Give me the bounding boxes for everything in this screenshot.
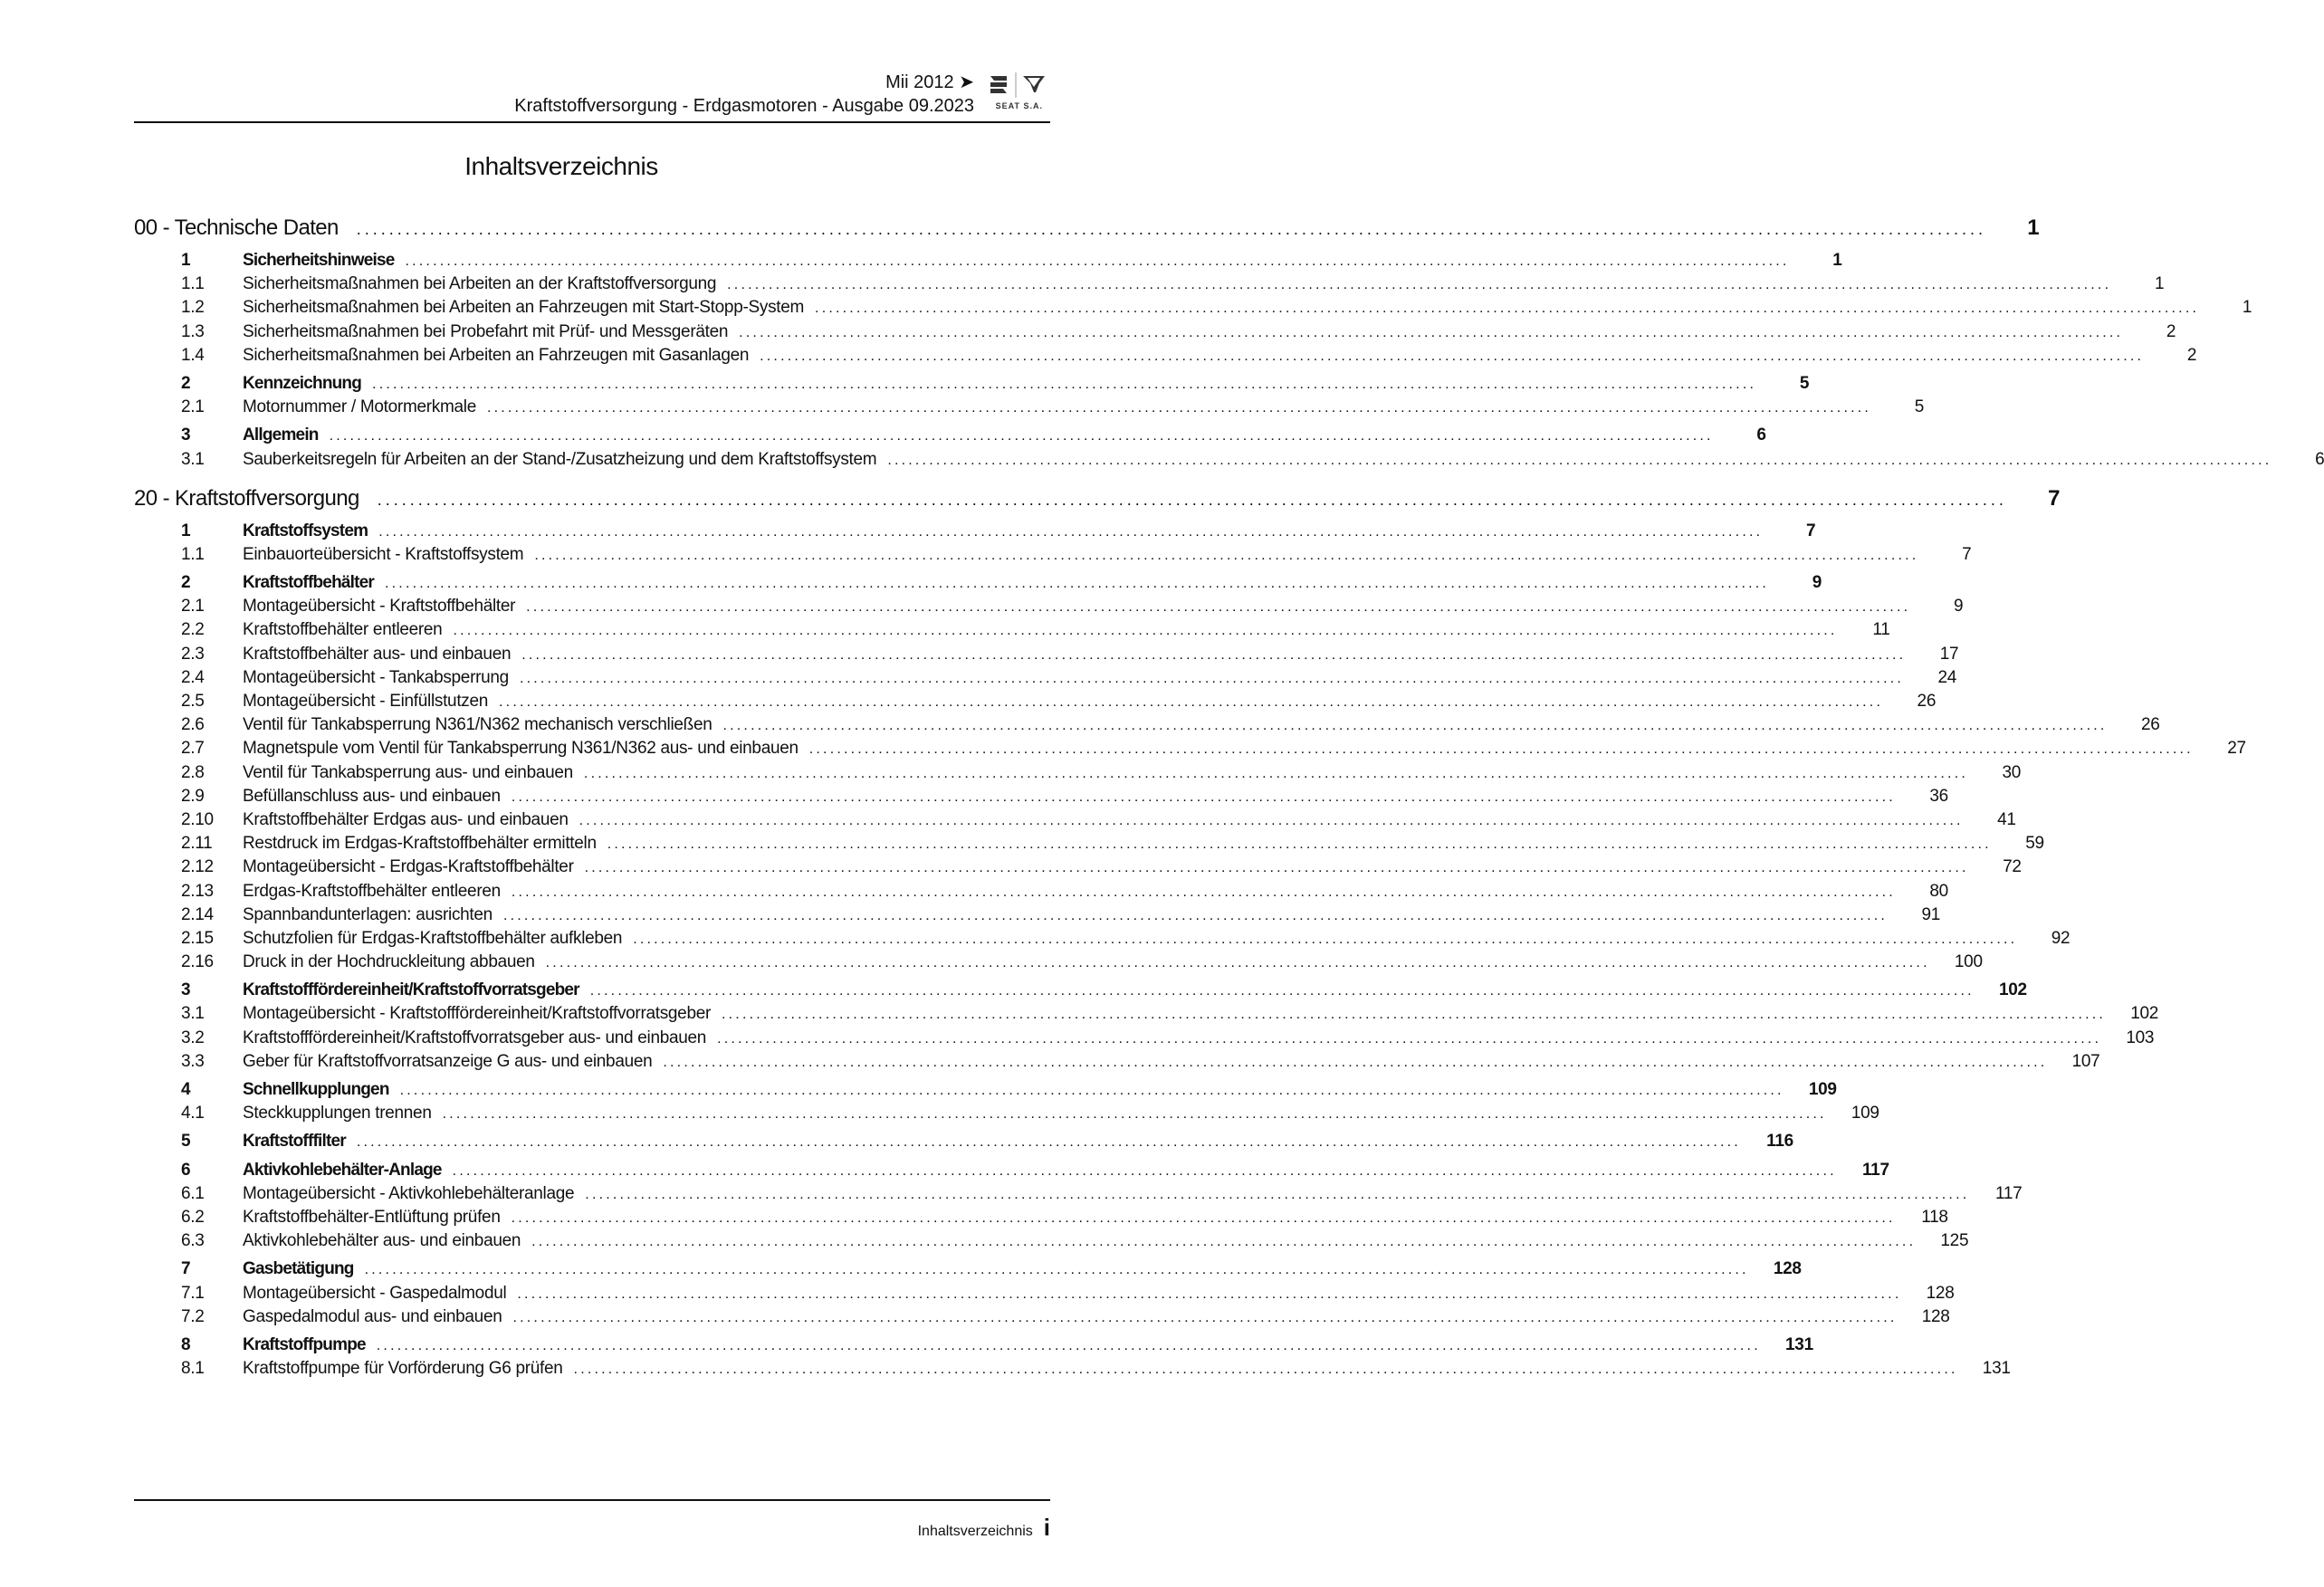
toc-page: 1 (2027, 215, 2039, 240)
dot-leader: ........................................................................................................................................................................................................ (378, 523, 1764, 540)
toc-section[interactable] (134, 1334, 1813, 1359)
toc-title: Kraftstoffbehälter aus- und einbauen (243, 644, 512, 664)
dot-leader: ........................................................................................................................................................................................................ (526, 599, 1911, 616)
toc-entry[interactable] (134, 692, 1937, 715)
toc-title: Erdgas-Kraftstoffbehälter entleeren (243, 881, 501, 901)
dot-leader: ........................................................................................................................................................................................................ (399, 1083, 1784, 1098)
toc-title: Montageübersicht - Kraftstoffbehälter (243, 597, 516, 617)
toc-page: 128 (1773, 1259, 1802, 1279)
dot-leader: ........................................................................................................................................................................................................ (722, 1007, 2107, 1023)
toc-entry[interactable] (134, 739, 2246, 762)
toc-entry[interactable] (134, 397, 1925, 421)
toc-title: Aktivkohlebehälter-Anlage (243, 1160, 442, 1180)
footer-rule (134, 1499, 1050, 1501)
toc-number: 2.11 (181, 834, 213, 854)
toc-page: 24 (1937, 667, 1956, 687)
toc-number: 1.2 (181, 298, 205, 318)
toc-page: 7 (1805, 521, 1816, 540)
toc-page: 2 (2186, 345, 2197, 365)
toc-title: Kraftstoffbehälter entleeren (243, 620, 443, 640)
toc-entry[interactable] (134, 952, 1983, 976)
toc-page: 11 (1872, 620, 1890, 640)
toc-entry[interactable] (134, 321, 2176, 346)
toc-number: 1 (181, 251, 191, 270)
toc-title: Spannbandunterlagen: ausrichten (243, 904, 493, 924)
toc-entry[interactable] (134, 1028, 2155, 1052)
toc-page: 92 (2051, 928, 2071, 948)
toc-title: Druck in der Hochdruckleitung abbauen (243, 952, 535, 972)
toc-number: 6.3 (181, 1231, 205, 1251)
dot-leader: ........................................................................................................................................................................................................ (517, 1286, 1902, 1302)
toc-number: 2.3 (181, 644, 205, 664)
toc-number: 2.6 (181, 715, 205, 735)
toc-number: 1.3 (181, 321, 205, 341)
dot-leader: ........................................................................................................................................................................................................ (579, 812, 1964, 828)
dot-leader: ........................................................................................................................................................................................................ (815, 301, 2200, 317)
dot-leader: ........................................................................................................................................................................................................ (760, 348, 2145, 364)
toc-section[interactable] (134, 1132, 1793, 1155)
dot-leader: ........................................................................................................................................................................................................ (607, 837, 1992, 853)
toc-page: 109 (1808, 1080, 1837, 1099)
toc-number: 2.8 (181, 762, 205, 782)
dot-leader: ........................................................................................................................................................................................................ (405, 253, 1790, 269)
toc-page: 117 (1994, 1183, 2023, 1203)
toc-title: Motornummer / Motormerkmale (243, 397, 476, 417)
toc-title: Montageübersicht - Einfüllstutzen (243, 692, 489, 711)
toc-page: 41 (1997, 809, 2016, 829)
toc-page: 128 (1921, 1306, 1950, 1326)
toc-title: Sicherheitshinweise (243, 251, 395, 270)
toc-entry[interactable] (134, 1051, 2100, 1076)
toc-entry[interactable] (134, 809, 2016, 834)
toc-number: 4 (181, 1080, 191, 1099)
toc-entry[interactable] (134, 1306, 1950, 1331)
dot-leader: ........................................................................................................................................................................................................ (453, 623, 1838, 639)
dot-leader: ........................................................................................................................................................................................................ (534, 547, 1919, 563)
toc-number: 2 (181, 373, 191, 393)
dot-leader: ........................................................................................................................................................................................................ (499, 694, 1884, 710)
toc-title: Sicherheitsmaßnahmen bei Arbeiten an Fahrzeugen mit Start-Stopp-System (243, 298, 805, 318)
toc-number: 3.1 (181, 1004, 205, 1024)
toc-title: Sicherheitsmaßnahmen bei Probefahrt mit Prüf- und Messgeräten (243, 321, 729, 341)
toc-page: 1 (1832, 251, 1842, 270)
dot-leader: ........................................................................................................................................................................................................ (521, 646, 1907, 663)
toc-number: 7.1 (181, 1283, 205, 1303)
toc-page: 80 (1929, 881, 1948, 901)
toc-page: 27 (2227, 739, 2246, 759)
toc-title: Schnellkupplungen (243, 1080, 389, 1099)
toc-entry[interactable] (134, 904, 1940, 929)
toc-entry[interactable] (134, 597, 1964, 620)
toc-page: 9 (1812, 573, 1822, 593)
toc-page: 131 (1982, 1359, 2011, 1379)
toc-number: 2.2 (181, 620, 205, 640)
dot-leader: ........................................................................................................................................................................................................ (717, 1030, 2102, 1047)
toc-page: 117 (1861, 1160, 1889, 1180)
page-number: i (1043, 1514, 1050, 1541)
toc-title: Allgemein (243, 425, 319, 445)
toc-title: Sicherheitsmaßnahmen bei Arbeiten an der Kraftstoffversorgung (243, 274, 717, 294)
toc-page: 2 (2166, 321, 2176, 341)
toc-title: Magnetspule vom Ventil für Tankabsperrung N361/N362 aus- und einbauen (243, 739, 799, 759)
toc-title: Aktivkohlebehälter aus- und einbauen (243, 1231, 521, 1251)
toc-title: Geber für Kraftstoffvorratsanzeige G aus- und einbauen (243, 1051, 653, 1071)
toc-section[interactable] (134, 251, 1842, 274)
toc-page: 103 (2126, 1028, 2155, 1047)
toc-page: 116 (1766, 1132, 1793, 1152)
toc-entry[interactable] (134, 644, 1959, 668)
toc-entry[interactable] (134, 857, 2022, 881)
toc-page: 102 (1999, 980, 2027, 1000)
toc-page: 131 (1785, 1334, 1813, 1354)
toc-number: 2.4 (181, 667, 205, 687)
toc-page: 9 (1953, 597, 1964, 617)
toc-number: 2 (181, 573, 191, 593)
dot-leader: ........................................................................................................................................................................................................ (356, 1134, 1741, 1151)
toc-page: 30 (2002, 762, 2021, 782)
dot-leader: ........................................................................................................................................................................................................ (372, 376, 1757, 392)
toc-page: 17 (1939, 644, 1959, 664)
dot-leader: ........................................................................................................................................................................................................ (531, 1234, 1917, 1250)
dot-leader: ........................................................................................................................................................................................................ (808, 741, 2194, 758)
toc-title: Kraftstofffördereinheit/Kraftstoffvorratsgeber (243, 980, 579, 1000)
dot-leader: ........................................................................................................................................................................................................ (722, 718, 2108, 734)
toc-number: 2.16 (181, 952, 214, 972)
toc-entry[interactable] (134, 1207, 1948, 1231)
toc-title: Kraftstoffpumpe für Vorförderung G6 prüfen (243, 1359, 563, 1379)
toc-number: 2.7 (181, 739, 205, 759)
header-text (514, 71, 974, 118)
toc-section[interactable] (134, 373, 1810, 397)
toc-title: Kraftstoffbehälter (243, 573, 375, 593)
dot-leader: ........................................................................................................................................................................................................ (739, 324, 2124, 340)
toc-number: 3.3 (181, 1051, 205, 1071)
toc-number: 3.1 (181, 449, 205, 469)
toc-title: Montageübersicht - Tankabsperrung (243, 667, 509, 687)
toc-number: 8.1 (181, 1359, 205, 1379)
toc-entry[interactable] (134, 274, 2165, 298)
toc-title: Gaspedalmodul aus- und einbauen (243, 1306, 502, 1326)
toc-entry[interactable] (134, 715, 2160, 739)
toc-page: 7 (2048, 485, 2060, 511)
dot-leader: ........................................................................................................................................................................................................ (511, 884, 1896, 900)
toc-page: 91 (1921, 904, 1940, 924)
dot-leader: ........................................................................................................................................................................................................ (356, 220, 1986, 238)
toc-number: 1.1 (181, 274, 205, 294)
toc-entry[interactable] (134, 1104, 1879, 1127)
toc-page: 72 (2003, 857, 2022, 877)
toc-page: 59 (2025, 834, 2044, 854)
toc-title: Steckkupplungen trennen (243, 1104, 432, 1123)
toc-title: Kraftstoffbehälter Erdgas aus- und einbauen (243, 809, 569, 829)
toc-section[interactable] (134, 1080, 1837, 1104)
toc-number: 7 (181, 1259, 191, 1279)
dot-leader: ........................................................................................................................................................................................................ (545, 955, 1930, 971)
toc-title: Schutzfolien für Erdgas-Kraftstoffbehälter aufkleben (243, 928, 623, 948)
toc-title: Kennzeichnung (243, 373, 362, 393)
dot-leader: ........................................................................................................................................................................................................ (589, 983, 1975, 999)
toc-page: 36 (1929, 786, 1948, 806)
toc-number: 3 (181, 425, 191, 445)
toc-section[interactable] (134, 980, 2027, 1004)
toc-page: 118 (1921, 1207, 1948, 1227)
dot-leader: ........................................................................................................................................................................................................ (512, 1309, 1898, 1325)
toc-page: 125 (1940, 1231, 1969, 1251)
toc-entry[interactable] (134, 1183, 2023, 1208)
toc-section[interactable] (134, 573, 1822, 597)
dot-leader: ........................................................................................................................................................................................................ (584, 860, 1969, 876)
toc-section[interactable] (134, 521, 1816, 545)
dot-leader: ........................................................................................................................................................................................................ (727, 277, 2112, 293)
toc-number: 3.2 (181, 1028, 205, 1047)
toc-entry[interactable] (134, 544, 1972, 569)
toc-number: 6.2 (181, 1207, 205, 1227)
toc-number: 1.1 (181, 544, 205, 564)
dot-leader: ........................................................................................................................................................................................................ (376, 1337, 1761, 1353)
toc-title: Montageübersicht - Gaspedalmodul (243, 1283, 507, 1303)
header-model: Mii 2012 ➤ (885, 72, 974, 92)
toc-section[interactable] (134, 425, 1766, 449)
toc-entry[interactable] (134, 834, 2044, 857)
toc-number: 2.9 (181, 786, 205, 806)
dot-leader: ........................................................................................................................................................................................................ (583, 765, 1968, 781)
dot-leader: ........................................................................................................................................................................................................ (519, 670, 1904, 686)
toc-number: 1.4 (181, 345, 205, 365)
toc-entry[interactable] (134, 881, 1948, 905)
toc-number: 2.14 (181, 904, 214, 924)
dot-leader: ........................................................................................................................................................................................................ (502, 907, 1888, 923)
toc-entry[interactable] (134, 298, 2252, 321)
header-rule (134, 121, 1050, 123)
toc-entry[interactable] (134, 620, 1890, 644)
dot-leader: ........................................................................................................................................................................................................ (385, 576, 1770, 592)
toc-page: 5 (1799, 373, 1810, 393)
footer-label: Inhaltsverzeichnis (917, 1524, 1033, 1539)
toc-number: 1 (181, 521, 191, 540)
toc-number: 6 (181, 1160, 191, 1180)
toc-number: 2.1 (181, 597, 205, 617)
toc-title: Befüllanschluss aus- und einbauen (243, 786, 501, 806)
toc-entry[interactable] (134, 762, 2021, 787)
toc-page: 128 (1926, 1283, 1955, 1303)
dot-leader: ........................................................................................................................................................................................................ (329, 428, 1714, 445)
dot-leader: ........................................................................................................................................................................................................ (486, 400, 1872, 416)
dot-leader: ........................................................................................................................................................................................................ (452, 1162, 1837, 1179)
toc-title: Kraftstoffsystem (243, 521, 368, 540)
toc-number: 6.1 (181, 1183, 205, 1203)
toc-title: 20 - Kraftstoffversorgung (134, 485, 359, 511)
toc-number: 2.12 (181, 857, 214, 877)
toc-title: Kraftstofffilter (243, 1132, 346, 1152)
toc-page: 26 (1917, 692, 1937, 711)
toc-page: 5 (1914, 397, 1925, 417)
header-subtitle: Kraftstoffversorgung - Erdgasmotoren - Ausgabe 09.2023 (514, 96, 974, 116)
seat-cupra-logo (987, 71, 1050, 116)
page-footer (918, 1514, 1050, 1542)
toc-page: 26 (2141, 715, 2160, 735)
toc-page: 1 (2154, 274, 2165, 294)
dot-leader: ........................................................................................................................................................................................................ (585, 1186, 1970, 1202)
toc-title: Ventil für Tankabsperrung aus- und einbauen (243, 762, 573, 782)
toc-entry[interactable] (134, 667, 1956, 692)
dot-leader: ........................................................................................................................................................................................................ (573, 1362, 1958, 1378)
toc-title: Kraftstoffpumpe (243, 1334, 366, 1354)
toc-title: Einbauorteübersicht - Kraftstoffsystem (243, 544, 524, 564)
dot-leader: ........................................................................................................................................................................................................ (887, 452, 2272, 468)
dot-leader: ........................................................................................................................................................................................................ (511, 789, 1896, 805)
toc-page: 7 (1962, 544, 1972, 564)
toc-page: 6 (1756, 425, 1766, 445)
toc-number: 2.5 (181, 692, 205, 711)
toc-page: 107 (2071, 1051, 2100, 1071)
toc-number: 8 (181, 1334, 191, 1354)
toc-number: 2.10 (181, 809, 214, 829)
toc-entry[interactable] (134, 1004, 2159, 1028)
toc-number: 7.2 (181, 1306, 205, 1326)
toc-page: 102 (2130, 1004, 2159, 1024)
toc-number: 5 (181, 1132, 191, 1152)
dot-leader: ........................................................................................................................................................................................................ (511, 1209, 1896, 1226)
toc-number: 2.15 (181, 928, 214, 948)
toc-chapter[interactable] (134, 215, 2039, 246)
toc-title: Montageübersicht - Erdgas-Kraftstoffbehälter (243, 857, 574, 877)
dot-leader: ........................................................................................................................................................................................................ (633, 931, 2018, 947)
dot-leader: ........................................................................................................................................................................................................ (377, 490, 2007, 509)
dot-leader: ........................................................................................................................................................................................................ (442, 1106, 1827, 1123)
toc-title: Kraftstoffbehälter-Entlüftung prüfen (243, 1207, 501, 1227)
toc-number: 4.1 (181, 1104, 205, 1123)
toc-entry[interactable] (134, 449, 2324, 473)
toc-entry[interactable] (134, 1283, 1955, 1307)
toc-title: Restdruck im Erdgas-Kraftstoffbehälter ermitteln (243, 834, 597, 854)
toc-page: 109 (1851, 1104, 1879, 1123)
toc-entry[interactable] (134, 1359, 2011, 1382)
page-title: Inhaltsverzeichnis (464, 152, 658, 180)
toc-page: 1 (2242, 298, 2252, 318)
toc-section[interactable] (134, 1259, 1802, 1283)
table-of-contents (134, 215, 2324, 1382)
toc-entry[interactable] (134, 786, 1948, 810)
toc-title: Gasbetätigung (243, 1259, 354, 1279)
toc-title: Ventil für Tankabsperrung N361/N362 mechanisch verschließen (243, 715, 713, 735)
logo-caption: SEAT S.A. (995, 101, 1043, 110)
toc-title: Montageübersicht - Aktivkohlebehälteranlage (243, 1183, 575, 1203)
toc-entry[interactable] (134, 345, 2197, 369)
toc-chapter[interactable] (134, 485, 2060, 517)
toc-page: 6 (2315, 449, 2324, 469)
toc-section[interactable] (134, 1160, 1889, 1184)
toc-title: Sicherheitsmaßnahmen bei Arbeiten an Fahrzeugen mit Gasanlagen (243, 345, 750, 365)
toc-title: Kraftstofffördereinheit/Kraftstoffvorratsgeber aus- und einbauen (243, 1028, 707, 1047)
dot-leader: ........................................................................................................................................................................................................ (364, 1262, 1749, 1278)
dot-leader: ........................................................................................................................................................................................................ (663, 1054, 2048, 1070)
toc-title: Montageübersicht - Kraftstofffördereinheit/Kraftstoffvorratsgeber (243, 1004, 712, 1024)
toc-number: 2.1 (181, 397, 205, 417)
toc-entry[interactable] (134, 928, 2071, 952)
toc-page: 100 (1954, 952, 1983, 972)
toc-entry[interactable] (134, 1231, 1969, 1255)
toc-title: 00 - Technische Daten (134, 215, 339, 240)
toc-number: 3 (181, 980, 191, 1000)
toc-number: 2.13 (181, 881, 214, 901)
toc-title: Sauberkeitsregeln für Arbeiten an der Stand-/Zusatzheizung und dem Kraftstoffsystem (243, 449, 877, 469)
